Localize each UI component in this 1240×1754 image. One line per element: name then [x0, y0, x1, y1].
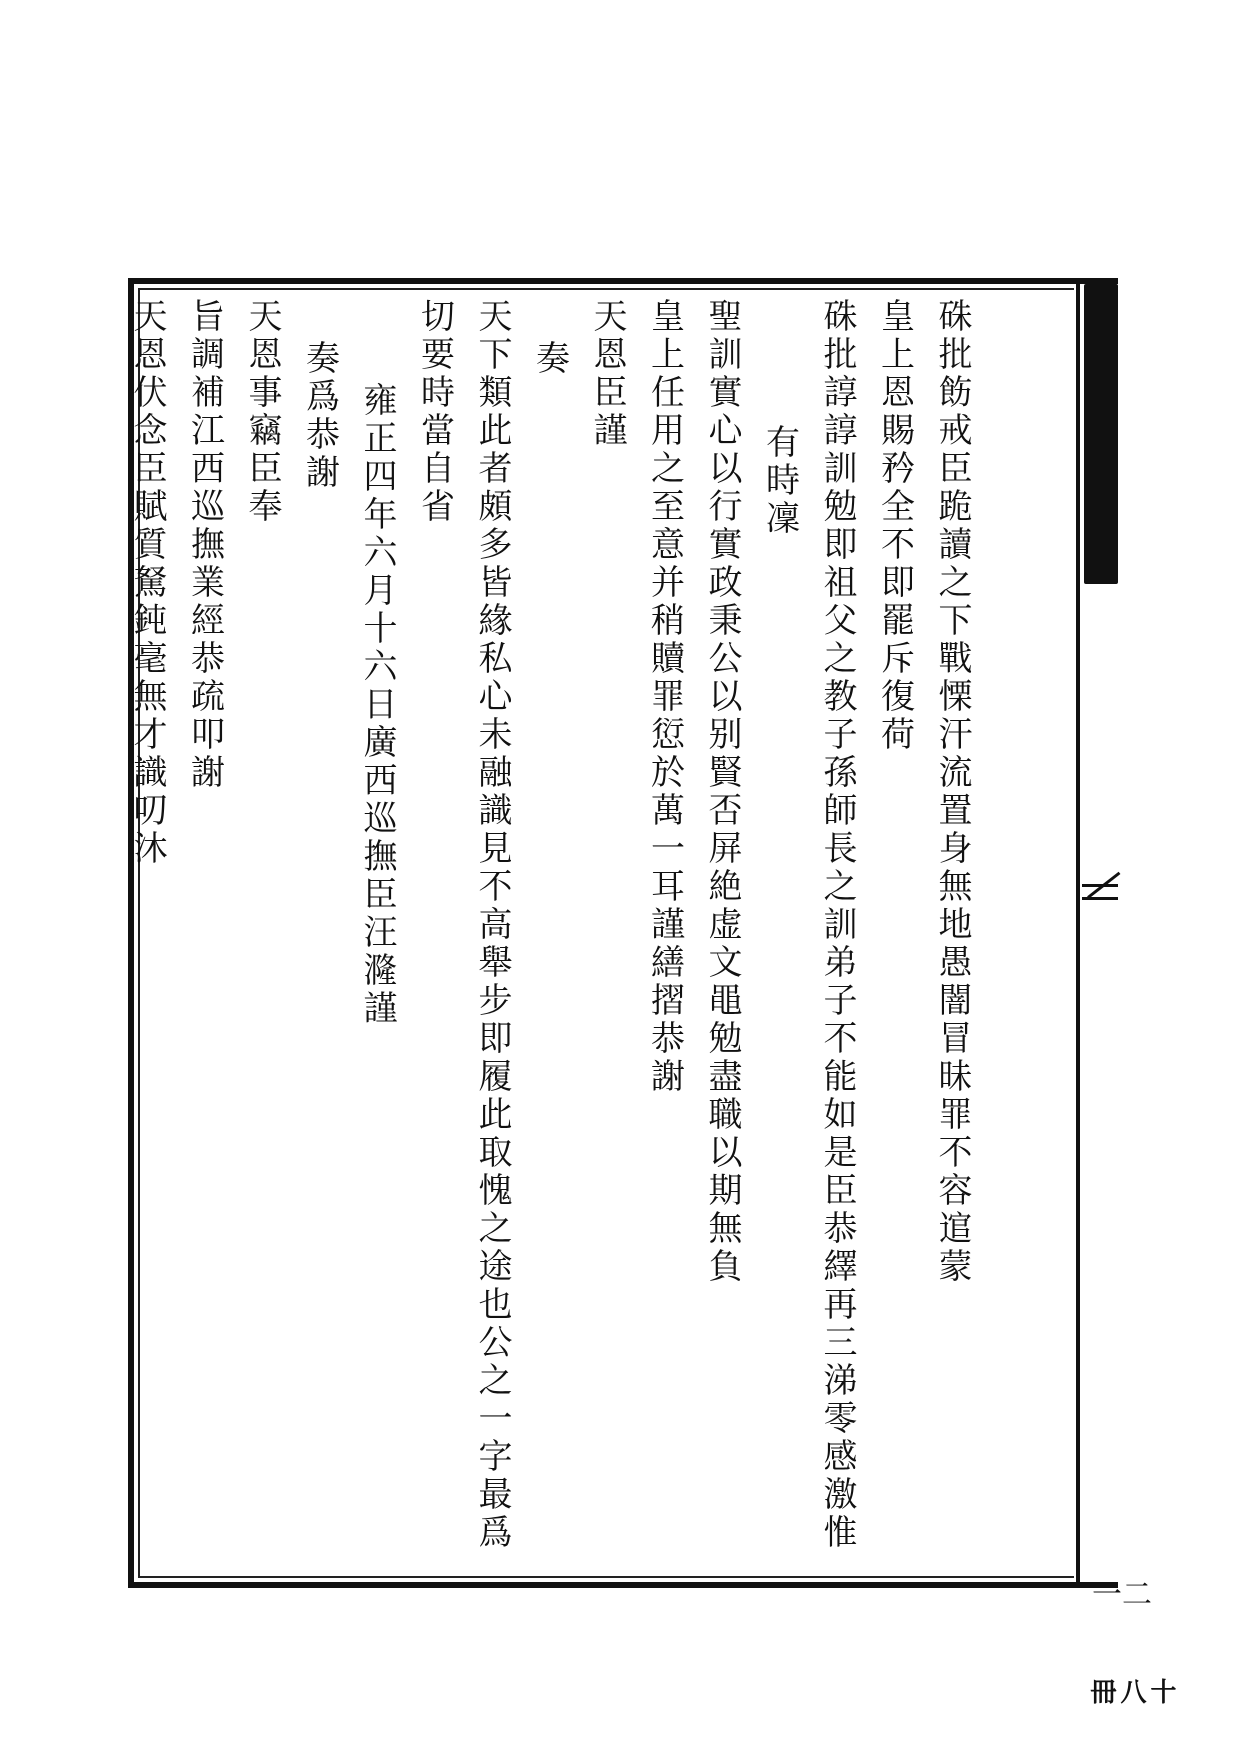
text-column: 皇上恩賜矜全不即罷斥復荷 [874, 298, 915, 754]
banxin-divider [1076, 278, 1080, 1588]
text-column: 奏爲恭謝 [299, 340, 340, 492]
banxin-margin [1082, 278, 1176, 1706]
text-column: 硃批諄諄訓勉即祖父之教子孫師長之訓弟子不能如是臣恭繹再三涕零感激惟 [817, 298, 857, 1552]
text-column: 天下類此者頗多皆緣私心未融識見不高舉步即履此取愧之途也公之一字最爲 [472, 298, 512, 1552]
banxin-title-block [1084, 284, 1118, 584]
text-column: 天恩事竊臣奉 [242, 298, 282, 526]
volume-number: 十八冊 [1086, 1678, 1176, 1706]
text-column: 有時凜 [759, 424, 800, 538]
text-column: 聖訓實心以行實政秉公以别賢否屏絶虚文黽勉盡職以期無負 [702, 298, 742, 1286]
text-column: 奏 [529, 340, 570, 378]
text-column: 旨調補江西巡撫業經恭疏叩謝 [184, 298, 225, 792]
text-column: 切要時當自省 [414, 298, 455, 526]
leaf-number: 二一 [1086, 1578, 1151, 1612]
text-column: 天恩伏念臣賦質駑鈍毫無才識叨沐 [127, 298, 167, 868]
text-column: 雍正四年六月十六日廣西巡撫臣汪漋謹 [357, 382, 397, 1028]
text-column: 硃批飭戒臣跪讀之下戰慄汗流置身無地愚闇冒昧罪不容逭蒙 [932, 298, 972, 1286]
text-column: 皇上任用之至意并稍贖罪愆於萬一耳謹繕摺恭謝 [644, 298, 685, 1096]
text-column: 天恩臣謹 [587, 298, 627, 450]
